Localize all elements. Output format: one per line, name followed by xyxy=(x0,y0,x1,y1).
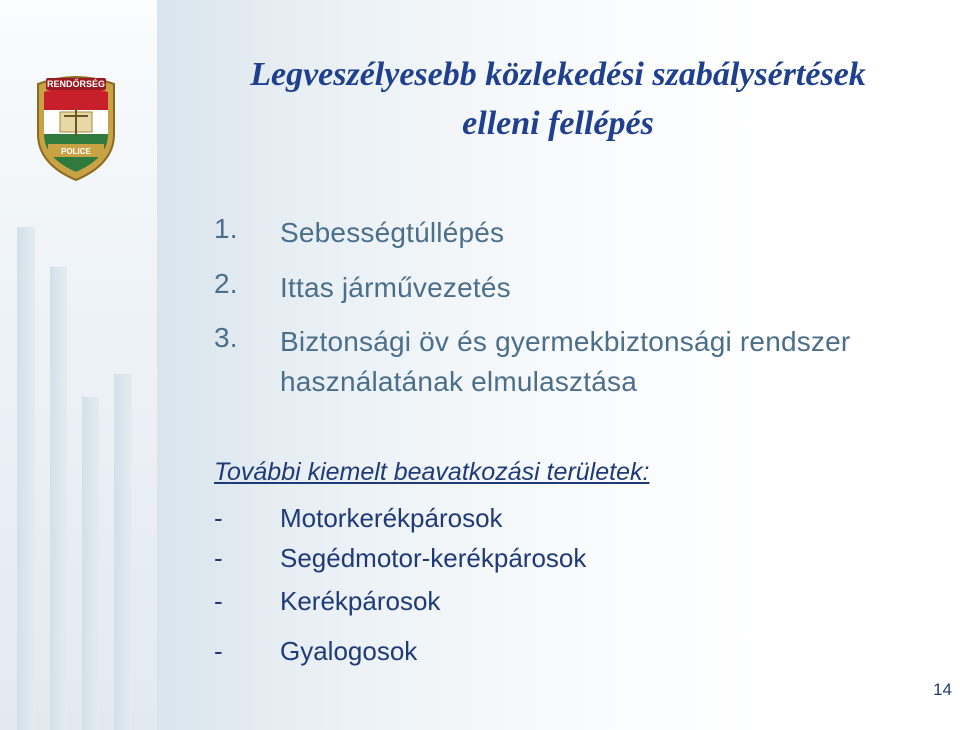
list-text: Kerékpárosok xyxy=(280,586,441,616)
decorative-bar xyxy=(114,374,132,730)
badge-top-text: RENDŐRSÉG xyxy=(46,79,106,89)
list-text-line-1: Biztonsági öv és gyermekbiztonsági rendszer xyxy=(280,326,851,357)
list-text: Segédmotor-kerékpárosok xyxy=(280,543,587,573)
list-dash: - xyxy=(214,503,223,533)
list-dash: - xyxy=(214,543,223,573)
list-text: Sebességtúllépés xyxy=(280,217,505,248)
list-dash: - xyxy=(214,636,223,666)
list-number: 3. xyxy=(214,322,238,353)
page-number: 14 xyxy=(933,680,952,699)
police-badge-icon xyxy=(34,72,118,182)
list-text: Ittas járművezetés xyxy=(280,272,511,303)
list-text: Motorkerékpárosok xyxy=(280,503,503,533)
list-text xyxy=(280,322,850,402)
list-number: 2. xyxy=(214,268,238,299)
list-dash: - xyxy=(214,586,223,616)
page-title-line-1: Legveszélyesebb közlekedési szabálysértések xyxy=(250,56,866,93)
section-subtitle: További kiemelt beavatkozási területek: xyxy=(214,458,650,486)
list-text: Gyalogosok xyxy=(280,636,418,666)
list-number: 1. xyxy=(214,213,238,244)
list-text-line-2: használatának elmulasztása xyxy=(280,366,637,397)
decorative-bar xyxy=(82,397,99,730)
decorative-bar xyxy=(50,267,67,730)
page-title xyxy=(168,50,948,148)
page-title-line-2: elleni fellépés xyxy=(462,105,654,142)
badge-bottom-text: POLICE xyxy=(61,147,91,156)
decorative-bar xyxy=(17,227,35,730)
